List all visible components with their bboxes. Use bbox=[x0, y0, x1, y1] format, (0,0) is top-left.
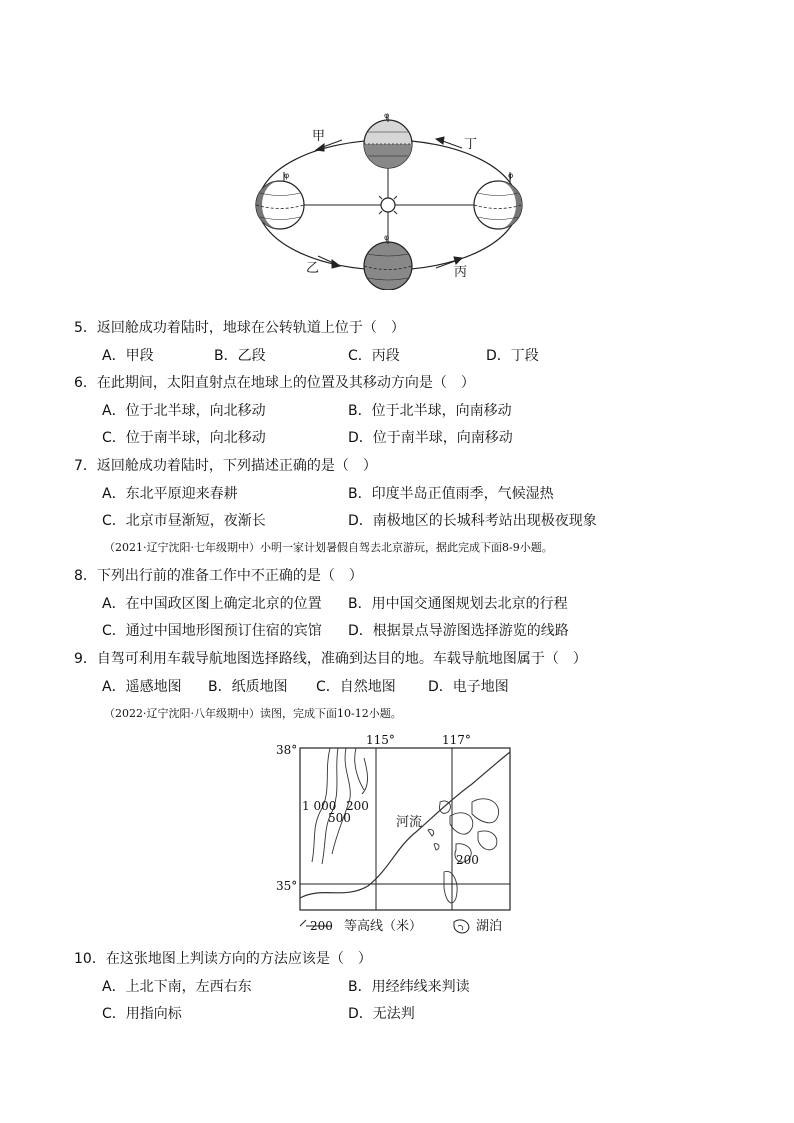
q6-option-b[interactable]: B．位于北半球，向南移动 bbox=[348, 403, 512, 419]
q5-option-b[interactable]: B．乙段 bbox=[214, 348, 266, 364]
q6-option-c[interactable]: C．位于南半球，向北移动 bbox=[102, 430, 266, 446]
q6-option-d[interactable]: D．位于南半球，向南移动 bbox=[348, 430, 513, 446]
contour-500-label: 500 bbox=[328, 811, 351, 825]
legend-lake-label: 湖泊 bbox=[476, 919, 503, 934]
contour-200-label-b: 200 bbox=[456, 853, 479, 867]
svg-text:φ: φ bbox=[384, 233, 390, 242]
q7-option-a[interactable]: A．东北平原迎来春耕 bbox=[102, 486, 238, 502]
source-note-8-9: （2021·辽宁沈阳·七年级期中）小明一家计划暑假自驾去北京游玩，据此完成下面8-9小题。 bbox=[104, 541, 553, 554]
river-label: 河流 bbox=[396, 815, 423, 830]
lon-115-label: 115° bbox=[366, 733, 395, 747]
q9-option-d[interactable]: D．电子地图 bbox=[428, 679, 509, 695]
legend-contour-label: 等高线（米） bbox=[344, 919, 423, 934]
q8-option-b[interactable]: B．用中国交通图规划去北京的行程 bbox=[348, 596, 568, 612]
lon-117-label: 117° bbox=[442, 733, 471, 747]
source-note-10-12: （2022·辽宁沈阳·八年级期中）读图，完成下面10-12小题。 bbox=[104, 707, 402, 720]
q5-option-c[interactable]: C．丙段 bbox=[348, 348, 400, 364]
q9-option-c[interactable]: C．自然地图 bbox=[316, 679, 396, 695]
map-legend bbox=[300, 918, 502, 934]
label-ding: 丁 bbox=[464, 137, 478, 152]
contour-1000-label: 1 000 bbox=[302, 799, 337, 813]
earth-top bbox=[364, 111, 412, 168]
lat-38-label: 38° bbox=[276, 743, 298, 757]
q5-option-a[interactable]: A．甲段 bbox=[102, 348, 154, 364]
q8-option-a[interactable]: A．在中国政区图上确定北京的位置 bbox=[102, 596, 322, 612]
q7-option-d[interactable]: D．南极地区的长城科考站出现极夜现象 bbox=[348, 513, 597, 529]
q9-option-a[interactable]: A．遥感地图 bbox=[102, 679, 182, 695]
label-yi: 乙 bbox=[306, 261, 320, 276]
sun-icon bbox=[375, 192, 401, 218]
q10-option-c[interactable]: C．用指向标 bbox=[102, 1006, 182, 1022]
label-jia: 甲 bbox=[312, 129, 326, 144]
question-8-stem: 8．下列出行前的准备工作中不正确的是（ ） bbox=[74, 568, 363, 584]
svg-text:φ: φ bbox=[384, 111, 390, 120]
q7-option-b[interactable]: B．印度半岛正值雨季，气候湿热 bbox=[348, 486, 554, 502]
q9-option-b[interactable]: B．纸质地图 bbox=[208, 679, 288, 695]
lat-35-label: 35° bbox=[276, 879, 298, 893]
q10-option-d[interactable]: D．无法判 bbox=[348, 1006, 415, 1022]
q7-option-c[interactable]: C．北京市昼渐短，夜渐长 bbox=[102, 513, 266, 529]
question-6-stem: 6．在此期间，太阳直射点在地球上的位置及其移动方向是（ ） bbox=[74, 375, 475, 391]
svg-text:φ: φ bbox=[508, 171, 514, 180]
question-7-stem: 7．返回舱成功着陆时，下列描述正确的是（ ） bbox=[74, 458, 377, 474]
legend-contour-value: 200 bbox=[310, 919, 333, 933]
q6-option-a[interactable]: A．位于北半球，向北移动 bbox=[102, 403, 266, 419]
q8-option-d[interactable]: D．根据景点导游图选择游览的线路 bbox=[348, 623, 569, 639]
earth-orbit-figure bbox=[240, 108, 540, 290]
earth-bottom bbox=[364, 233, 412, 290]
contour-map-figure bbox=[272, 732, 522, 938]
q5-option-d[interactable]: D．丁段 bbox=[486, 348, 539, 364]
svg-text:φ: φ bbox=[284, 171, 290, 180]
earth-right bbox=[474, 171, 522, 229]
q10-option-b[interactable]: B．用经纬线来判读 bbox=[348, 979, 470, 995]
contour-200-label-a: 200 bbox=[346, 799, 369, 813]
earth-left bbox=[256, 171, 304, 229]
label-bing: 丙 bbox=[454, 265, 468, 280]
question-9-stem: 9．自驾可利用车载导航地图选择路线，准确到达目的地。车载导航地图属于（ ） bbox=[74, 651, 587, 667]
question-10-stem: 10．在这张地图上判读方向的方法应该是（ ） bbox=[74, 951, 372, 967]
q10-option-a[interactable]: A．上北下南，左西右东 bbox=[102, 979, 252, 995]
question-5-stem: 5．返回舱成功着陆时，地球在公转轨道上位于（ ） bbox=[74, 320, 405, 336]
q8-option-c[interactable]: C．通过中国地形图预订住宿的宾馆 bbox=[102, 623, 322, 639]
